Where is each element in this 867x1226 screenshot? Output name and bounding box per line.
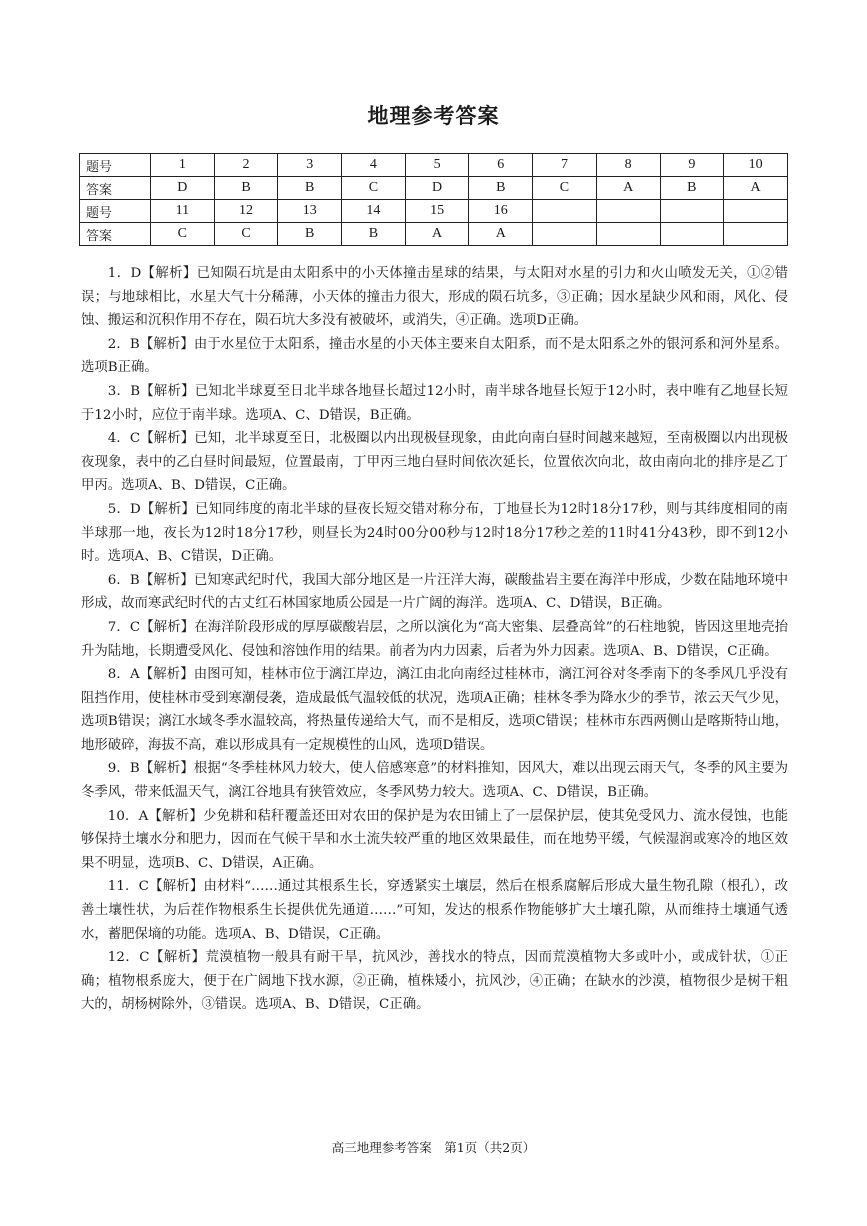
explanation-paragraph: 7．C【解析】在海洋阶段形成的厚厚碳酸岩层，之所以演化为“高大密集、层叠高耸”的石柱地貌，皆因这里地壳抬升为陆地，长期遭受风化、侵蚀和溶蚀作用的结果。前者为内力因素，后者为外力因素。选项A、B、D错误，C正确。 (81, 619, 788, 659)
explanation-paragraph: 10．A【解析】少免耕和秸秆覆盖还田对农田的保护是为农田铺上了一层保护层，使其免受风力、流水侵蚀，也能够保持土壤水分和肥力，因而在气候干旱和水土流失较严重的地区效果最佳，而在地势平缓，气候湿润或寒冷的地区效果不明显，选项B、C、D错误，A正确。 (81, 808, 788, 871)
table-cell: A (724, 177, 788, 200)
table-cell: A (405, 223, 469, 246)
table-cell: 15 (405, 200, 469, 223)
explanation-paragraph: 4．C【解析】已知，北半球夏至日，北极圈以内出现极昼现象，由此向南白昼时间越来越短，至南极圈以内出现极夜现象，表中的乙白昼时间最短，位置最南，丁甲丙三地白昼时间依次延长，位置依次向北，故由南向北的排序是乙丁甲丙。选项A、B、D错误，C正确。 (81, 431, 788, 494)
table-cell: B (342, 223, 406, 246)
table-cell: 16 (469, 200, 533, 223)
table-cell: C (151, 223, 215, 246)
explanations (81, 262, 788, 1017)
table-cell: 8 (596, 154, 660, 177)
table-cell: 6 (469, 154, 533, 177)
table-cell (660, 200, 724, 223)
table-cell: 2 (214, 154, 278, 177)
row-header: 题号 (80, 154, 151, 177)
row-header: 答案 (80, 223, 151, 246)
table-cell: 12 (214, 200, 278, 223)
explanation-paragraph: 8．A【解析】由图可知，桂林市位于漓江岸边，漓江由北向南经过桂林市，漓江河谷对冬季南下的冬季风几乎没有阻挡作用，使桂林市受到寒潮侵袭，造成最低气温较低的状况，选项A正确；桂林冬季为降水少的季节，浓云天气少见，选项B错误；漓江水域冬季水温较高，将热量传递给大气，而不是相反，选项C错误；桂林市东西两侧山是喀斯特山地，地形破碎，海拔不高，难以形成具有一定规模性的山风，选项D错误。 (81, 667, 788, 753)
table-cell: B (214, 177, 278, 200)
table-cell (660, 223, 724, 246)
table-cell: 9 (660, 154, 724, 177)
table-cell: 4 (342, 154, 406, 177)
table-cell (533, 223, 597, 246)
table-cell: A (596, 177, 660, 200)
table-cell: D (405, 177, 469, 200)
table-cell: 10 (724, 154, 788, 177)
table-cell (724, 200, 788, 223)
table-cell (533, 200, 597, 223)
table-row (80, 154, 788, 177)
table-cell: 1 (151, 154, 215, 177)
table-cell: A (469, 223, 533, 246)
table-cell: B (660, 177, 724, 200)
explanation-paragraph: 2．B【解析】由于水星位于太阳系，撞击水星的小天体主要来自太阳系，而不是太阳系之外的银河系和河外星系。选项B正确。 (81, 336, 788, 376)
table-cell: 11 (151, 200, 215, 223)
explanation-paragraph: 9．B【解析】根据“冬季桂林风力较大，使人倍感寒意”的材料推知，因风大，难以出现云雨天气，冬季的风主要为冬季风，带来低温天气，漓江谷地具有狭管效应，冬季风势力较大。选项A、C、D错误，B正确。 (81, 761, 788, 801)
table-cell (724, 223, 788, 246)
answer-table (79, 153, 788, 246)
page-title: 地理参考答案 (367, 104, 500, 128)
table-cell: 7 (533, 154, 597, 177)
table-cell: 5 (405, 154, 469, 177)
table-cell: B (278, 177, 342, 200)
table-row (80, 200, 788, 223)
explanation-paragraph: 11．C【解析】由材料“……通过其根系生长，穿透紧实土壤层，然后在根系腐解后形成大量生物孔隙（根孔），改善土壤性状，为后茬作物根系生长提供优先通道……”可知，发达的根系作物能够扩大土壤孔隙，从而维持土壤通气透水，蓄肥保墒的功能。选项A、B、D错误，C正确。 (81, 879, 788, 942)
table-row (80, 177, 788, 200)
page-footer: 高三地理参考答案 第1页（共2页） (331, 1140, 536, 1155)
explanation-paragraph: 1．D【解析】已知陨石坑是由太阳系中的小天体撞击星球的结果，与太阳对水星的引力和火山喷发无关，①②错误；与地球相比，水星大气十分稀薄，小天体的撞击力很大，形成的陨石坑多，③正确；因水星缺少风和雨，风化、侵蚀、搬运和沉积作用不存在，陨石坑大多没有被破坏，或消失，④正确。选项D正确。 (81, 266, 788, 329)
explanation-paragraph: 12．C【解析】荒漠植物一般具有耐干旱，抗风沙，善找水的特点，因而荒漠植物大多或叶小，或成针状，①正确；植物根系庞大，便于在广阔地下找水源，②正确，植株矮小，抗风沙，④正确；在缺水的沙漠，植物很少是树干粗大的，胡杨树除外，③错误。选项A、B、D错误，C正确。 (81, 950, 788, 1013)
table-cell: 14 (342, 200, 406, 223)
table-cell: B (469, 177, 533, 200)
explanation-paragraph: 6．B【解析】已知寒武纪时代，我国大部分地区是一片汪洋大海，碳酸盐岩主要在海洋中形成，少数在陆地环境中形成，故而寒武纪时代的古丈红石林国家地质公园是一片广阔的海洋。选项A、C、D错误，B正确。 (81, 572, 788, 612)
table-cell: 3 (278, 154, 342, 177)
row-header: 答案 (80, 177, 151, 200)
table-cell: 13 (278, 200, 342, 223)
table-cell: C (533, 177, 597, 200)
explanation-paragraph: 5．D【解析】已知同纬度的南北半球的昼夜长短交错对称分布，丁地昼长为12时18分17秒，则与其纬度相同的南半球那一地，夜长为12时18分17秒，则昼长为24时00分00秒与12时18分17秒之差的11时41分43秒，即不到12小时。选项A、B、C错误，D正确。 (81, 501, 788, 565)
explanation-paragraph: 3．B【解析】已知北半球夏至日北半球各地昼长超过12小时，南半球各地昼长短于12小时，表中唯有乙地昼长短于12小时，应位于南半球。选项A、C、D错误，B正确。 (81, 383, 788, 423)
table-cell (596, 223, 660, 246)
table-row (80, 223, 788, 246)
table-cell: D (151, 177, 215, 200)
table-cell: C (214, 223, 278, 246)
table-cell: B (278, 223, 342, 246)
row-header: 题号 (80, 200, 151, 223)
table-cell: C (342, 177, 406, 200)
table-cell (596, 200, 660, 223)
